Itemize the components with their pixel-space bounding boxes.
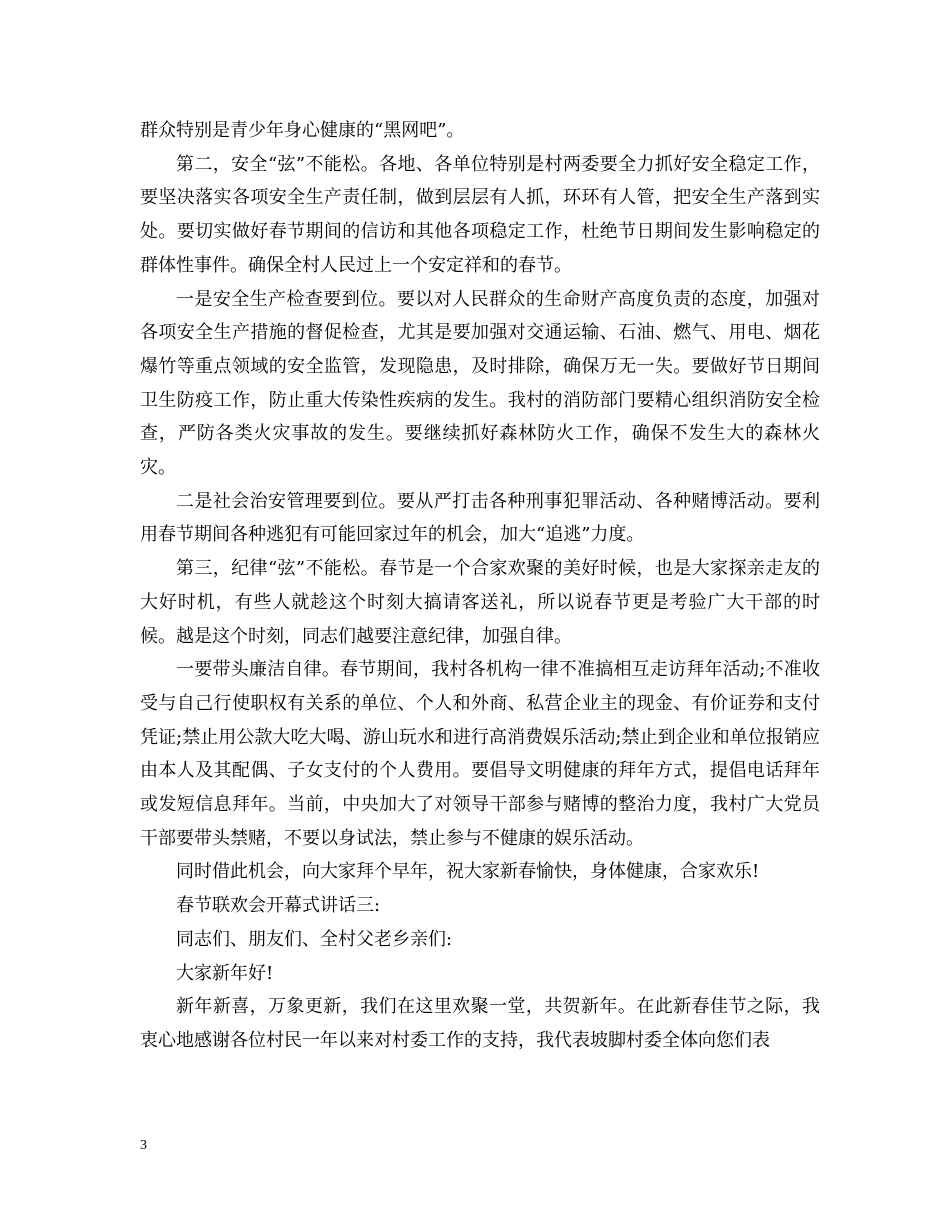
paragraph-salutation: 同志们、朋友们、全村父老乡亲们: bbox=[176, 928, 453, 950]
document-body bbox=[140, 114, 820, 1058]
paragraph-discipline: 第三，纪律“弦”不能松。春节是一个合家欢聚的美好时候，也是大家探亲走友的大好时机，有些人就趁这个时刻大搞请客送礼，所以说春节更是考验广大干部的时候。越是这个时刻，同志们越要注意纪律，加强自律。 bbox=[140, 558, 820, 647]
paragraph-self-discipline: 一要带头廉洁自律。春节期间，我村各机构一律不准搞相互走访拜年活动;不准收受与自己行使职权有关系的单位、个人和外商、私营企业主的现金、有价证券和支付凭证;禁止用公款大吃大喝、游山玩水和进行高消费娱乐活动;禁止到企业和单位报销应由本人及其配偶、子女支付的个人费用。要倡导文明健康的拜年方式，提倡电话拜年或发短信息拜年。当前，中央加大了对领导干部参与赌博的整治力度，我村广大党员干部要带头禁赌，不要以身试法，禁止参与不健康的娱乐活动。 bbox=[140, 659, 820, 849]
page-number: 3 bbox=[140, 1138, 147, 1153]
paragraph-continuation: 群众特别是青少年身心健康的“黑网吧”。 bbox=[140, 120, 465, 141]
paragraph-greeting: 同时借此机会，向大家拜个早年，祝大家新春愉快，身体健康，合家欢乐! bbox=[176, 861, 760, 883]
paragraph-speech-heading: 春节联欢会开幕式讲话三: bbox=[176, 895, 381, 917]
paragraph-celebration: 新年新喜，万象更新，我们在这里欢聚一堂，共贺新年。在此新春佳节之际，我衷心地感谢各位村民一年以来对村委工作的支持，我代表坡脚村委全体向您们表 bbox=[140, 996, 820, 1051]
paragraph-new-year: 大家新年好! bbox=[176, 962, 274, 984]
paragraph-safety: 第二，安全“弦”不能松。各地、各单位特别是村两委要全力抓好安全稳定工作，要坚决落实各项安全生产责任制，做到层层有人抓，环环有人管，把安全生产落到实处。要切实做好春节期间的信访和其他各项稳定工作，杜绝节日期间发生影响稳定的群体性事件。确保全村人民过上一个安定祥和的春节。 bbox=[140, 153, 820, 276]
paragraph-public-order: 二是社会治安管理要到位。要从严打击各种刑事犯罪活动、各种赌博活动。要利用春节期间各种逃犯有可能回家过年的机会，加大“追逃”力度。 bbox=[140, 490, 820, 546]
paragraph-safety-inspection: 一是安全生产检查要到位。要以对人民群众的生命财产高度负责的态度，加强对各项安全生产措施的督促检查，尤其是要加强对交通运输、石油、燃气、用电、烟花爆竹等重点领域的安全监管，发现隐患，及时排除，确保万无一失。要做好节日期间卫生防疫工作，防止重大传染性疾病的发生。我村的消防部门要精心组织消防安全检查，严防各类火灾事故的发生。要继续抓好森林防火工作，确保不发生大的森林火灾。 bbox=[140, 288, 820, 479]
